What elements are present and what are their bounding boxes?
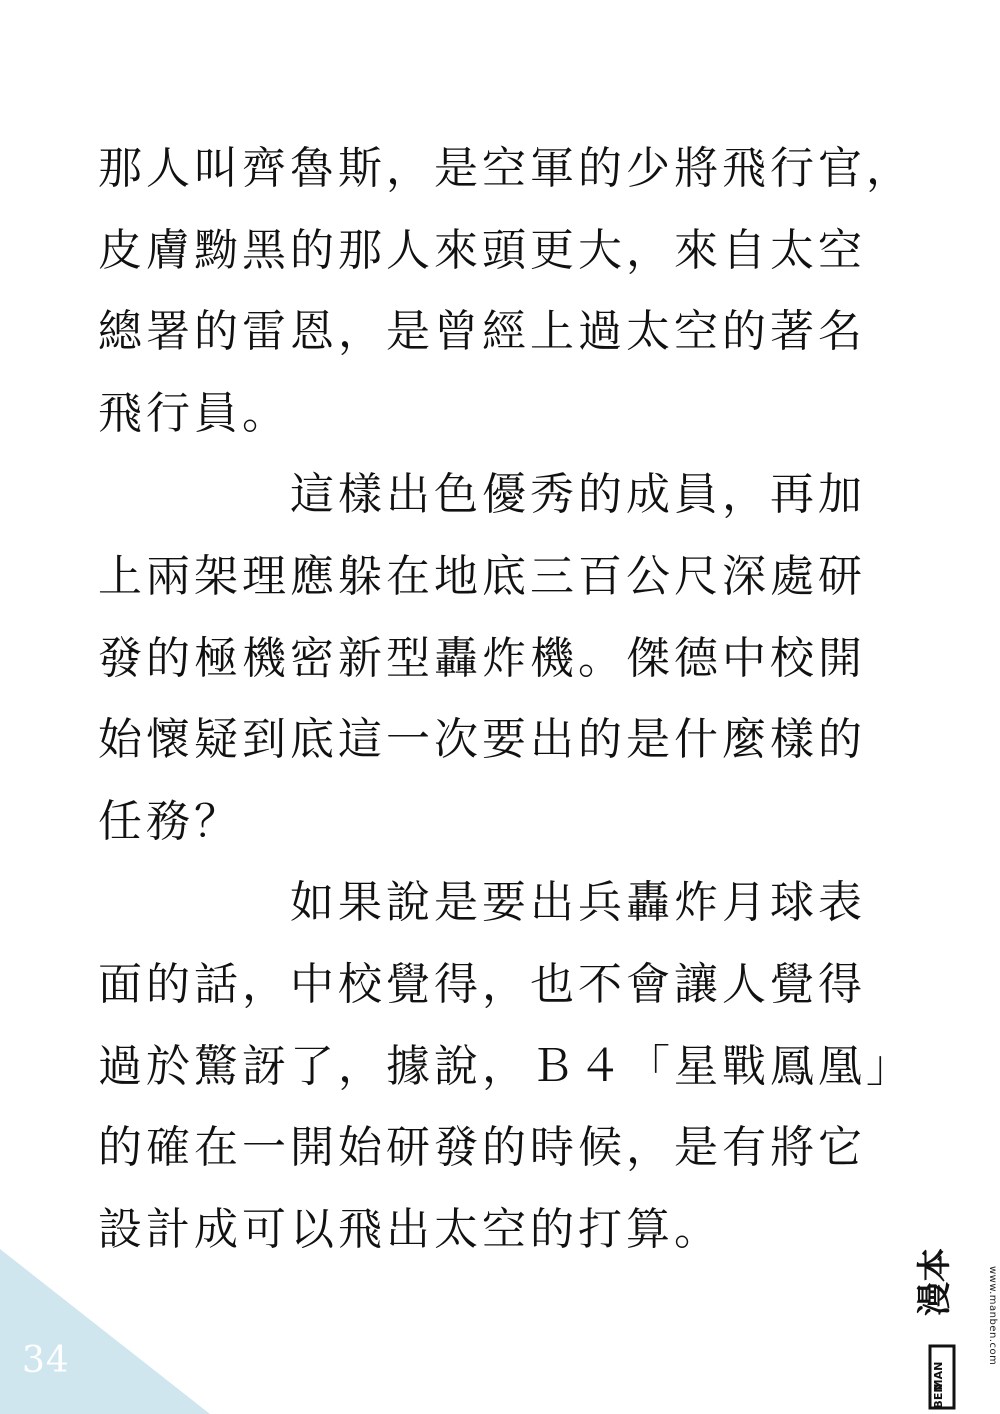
text-line: 的確在一開始研發的時候，是有將它: [98, 1122, 866, 1174]
text-line: 面的話，中校覺得，也不會讓人覺得: [98, 958, 866, 1010]
logo-url: www.manben.com: [987, 1266, 998, 1366]
svg-text:BEN: BEN: [932, 1383, 945, 1409]
text-line: 如果說是要出兵轟炸月球表: [98, 877, 866, 929]
svg-text:MAN: MAN: [932, 1361, 945, 1391]
svg-text:漫本: 漫本: [915, 1248, 955, 1316]
page-number: 34: [22, 1340, 70, 1381]
text-line: 任務？: [98, 795, 242, 847]
text-line: 飛行員。: [98, 387, 290, 439]
text-line: 設計成可以飛出太空的打算。: [98, 1203, 722, 1255]
corner-decoration: [0, 1249, 210, 1414]
text-line: 那人叫齊魯斯，是空軍的少將飛行官，: [98, 143, 914, 194]
text-line: 始懷疑到底這一次要出的是什麼樣的: [98, 714, 866, 766]
body-text: [98, 128, 958, 1270]
text-line: 過於驚訝了，據說，Ｂ４「星戰鳳凰」: [98, 1040, 914, 1092]
text-line: 皮膚黝黑的那人來頭更大，來自太空: [98, 224, 866, 276]
manben-logo: [915, 1248, 992, 1410]
text-line: 這樣出色優秀的成員，再加: [98, 469, 866, 521]
text-line: 總署的雷恩，是曾經上過太空的著名: [98, 306, 866, 358]
corner-triangle: [0, 1249, 210, 1414]
text-line: 上兩架理應躲在地底三百公尺深處研: [98, 550, 866, 602]
text-line: 發的極機密新型轟炸機。傑德中校開: [98, 632, 866, 684]
